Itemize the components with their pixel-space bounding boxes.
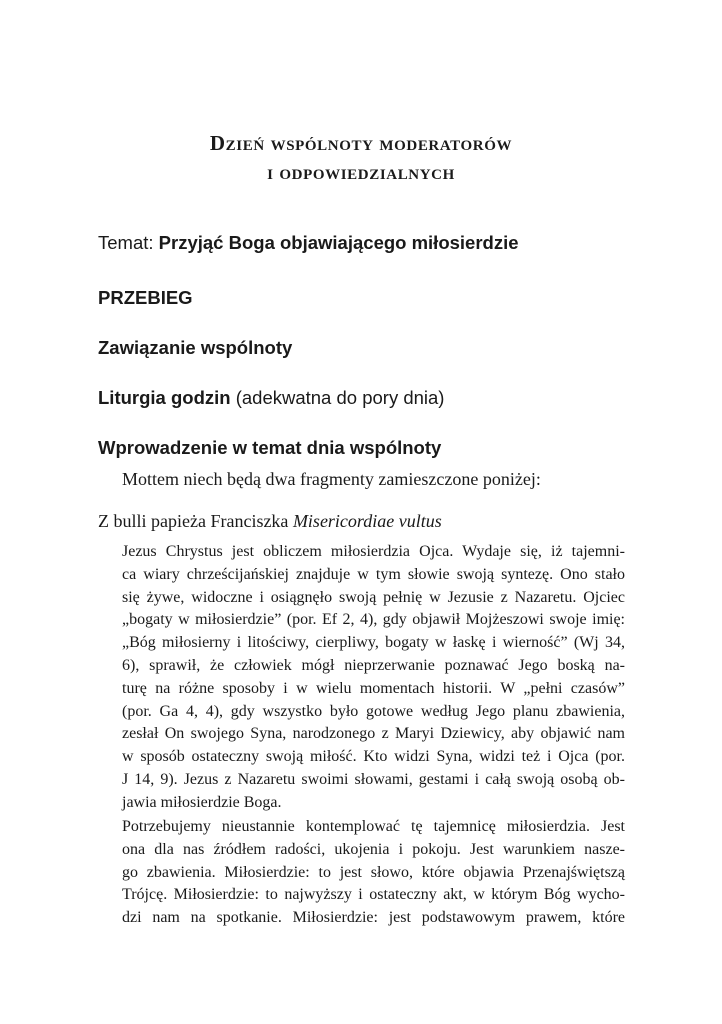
quote-paragraph-2 [122,816,625,930]
quote-line: w sposób ostateczny swoją miłość. Kto widzi Syna, widzi też i Ojca (por. [122,748,625,766]
wprowadzenie-heading: Wprowadzenie w temat dnia wspólnoty [98,437,442,458]
quote-line: dzi nam na spotkanie. Miłosierdzie: jest podstawowym prawem, które [122,909,625,927]
bulla-subheading-text: Z bulli papieża Franciszka [98,511,293,531]
quote-line: zesłał On swojego Syna, narodzonego z Maryi Dziewicy, aby objawić nam [122,725,625,743]
motto-paragraph: Mottem niech będą dwa fragmenty zamieszczone poniżej: [122,469,541,489]
zawiazanie-heading: Zawiązanie wspólnoty [98,337,293,358]
quote-line: „bogaty w miłosierdzie” (por. Ef 2, 4), gdy objawił Mojżeszowi swoje imię: [122,611,625,629]
quote-line: Jezus Chrystus jest obliczem miłosierdzia Ojca. Wydaje się, iż tajemni- [122,543,625,560]
quote-line: turę na różne sposoby i w wielu momentach historii. W „pełni czasów” [122,679,625,697]
quote-paragraph-1 [122,541,625,815]
liturgia-bold: Liturgia godzin [98,387,231,408]
quote-line: jawia miłosierdzie Boga. [122,793,282,811]
bulla-subheading [98,509,442,533]
quote-line: się żywe, widoczne i osiągnęło swoją pełnię w Jezusie z Nazaretu. Ojciec [122,588,625,606]
temat-label: Temat: [98,232,159,253]
quote-line: Potrzebujemy nieustannie kontemplować tę tajemnicę miłosierdzia. Jest [122,818,625,835]
quote-line: ona dla nas źródłem radości, ukojenia i pokoju. Jest warunkiem nasze- [122,840,625,858]
quote-line: Trójcę. Miłosierdzie: to najwyższy i ostateczny akt, w którym Bóg wycho- [122,886,625,904]
quote-line: ca wiary chrześcijańskiej znajduje w tym słowie swoją syntezę. Ono stało [122,565,625,583]
liturgia-rest: (adekwatna do pory dnia) [230,387,445,408]
quote-line: 6), sprawił, że człowiek mógł nieprzerwanie poznawać Jego boską na- [122,656,625,674]
page-title-line-1: Dzień wspólnoty moderatorów [209,131,513,155]
quote-line: (por. Ga 4, 4), gdy wszystko było gotowe według Jego planu zbawienia, [122,702,625,720]
quote-line: „Bóg miłosierny i litościwy, cierpliwy, bogaty w łaskę i wierność” (Wj 34, [122,634,625,652]
liturgia-heading [98,386,444,410]
quote-line: J 14, 9). Jezus z Nazaretu swoimi słowami, gestami i całą swoją osobą ob- [122,770,625,788]
page-title-line-2: i odpowiedzialnych [267,160,455,184]
przebieg-heading: PRZEBIEG [98,287,193,308]
temat-value: Przyjąć Boga objawiającego miłosierdzie [158,232,519,253]
temat-heading [98,231,519,255]
bulla-subheading-italic: Misericordiae vultus [292,511,442,531]
quote-line: go zbawienia. Miłosierdzie: to jest słowo, które objawia Przenajświętszą [122,863,625,881]
